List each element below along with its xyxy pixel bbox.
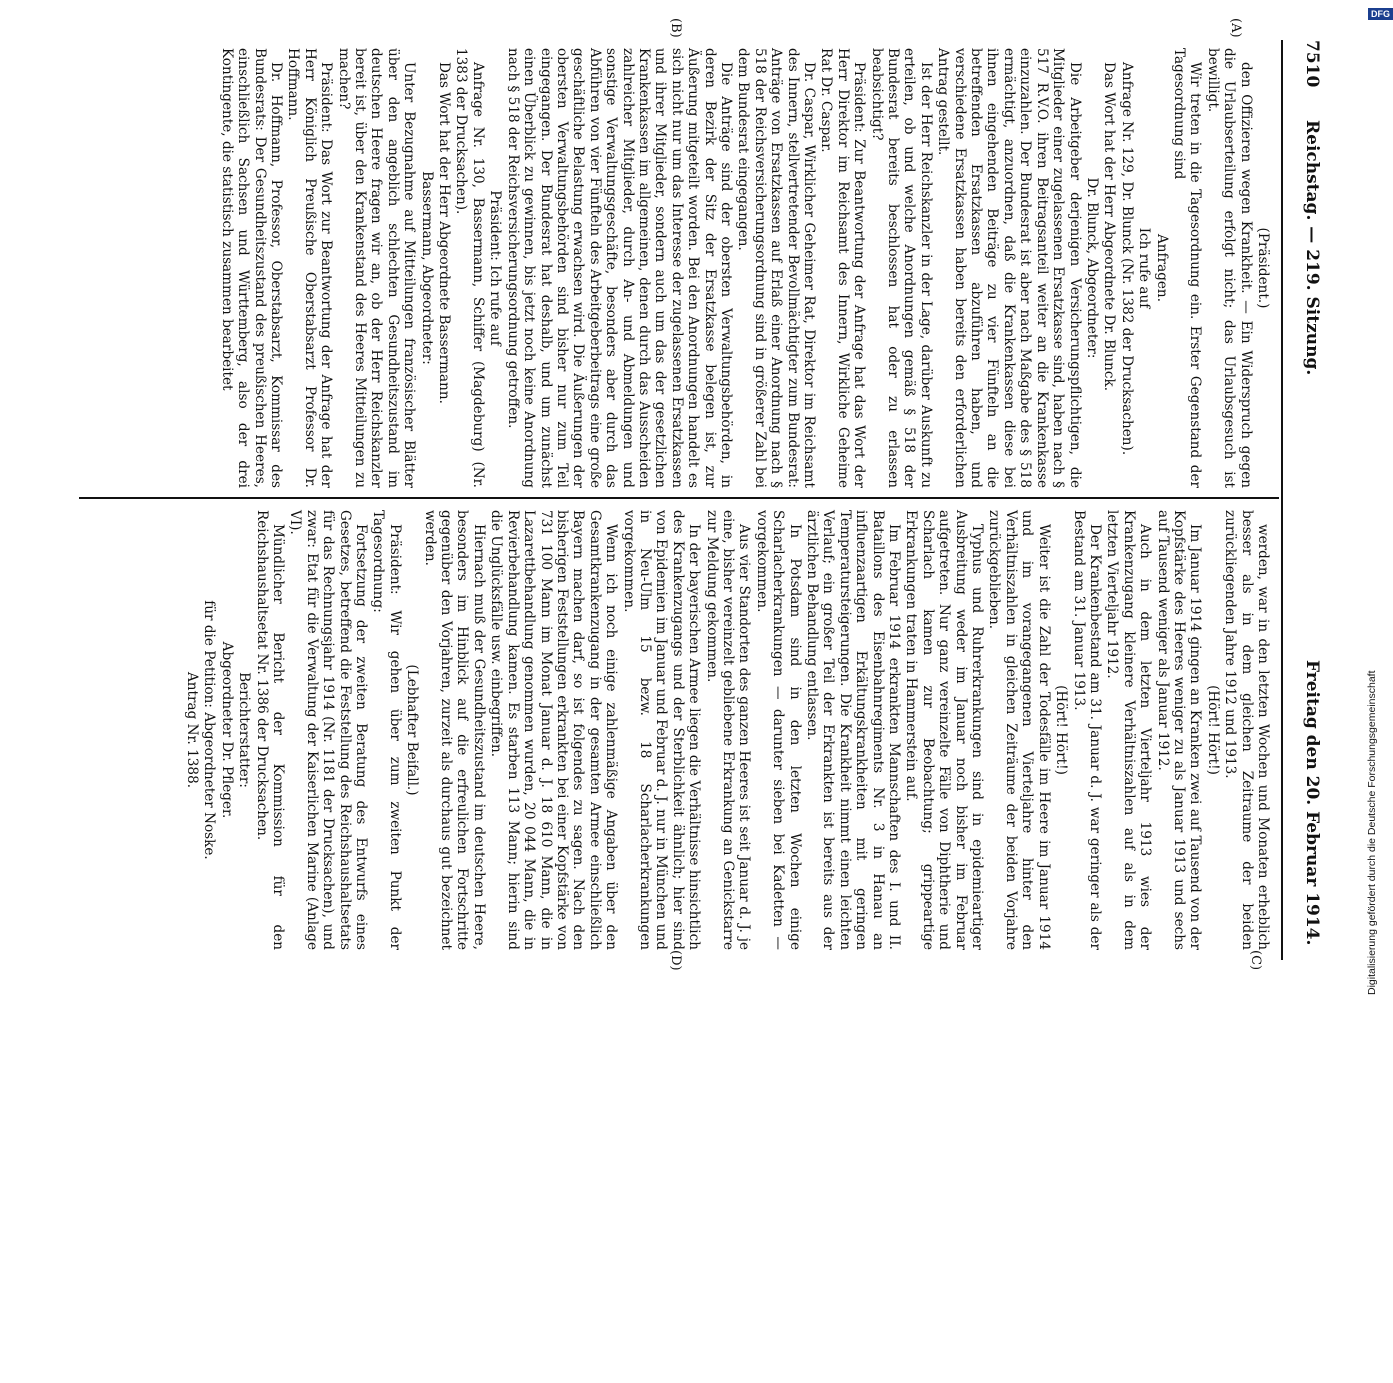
paragraph: Die Arbeitgeber derjenigen Versicherungspflichtigen, die Mitglieder einer zugelassenen Ersatzkasse sind, haben nach § 517 R.V.O. ihren Beitragsanteil weiter an die Krankenkasse einzuzahlen. Der Bundesrat ist aber nach Maßgabe des § 518 ermächtigt, anzuordnen, daß die Krankenkassen diese bei ihnen eingehenden Beiträge zu vier Fünfteln an die betreffenden Ersatzkassen abzuführen haben, und verschiedene Ersatzkassen haben bereits den erforderlichen Antrag gestellt. (935, 48, 1083, 488)
paragraph: In der bayerischen Armee liegen die Verhältnisse hinsichtlich des Krankenzugangs und der Sterblichkeit ähnlich; hier sind von Epidemien im Januar und Februar d. J. nur in München und in Neu-Ulm 15 bezw. 18 Scharlacherkrankungen vorgekommen. (620, 510, 703, 950)
paragraph: Ist der Herr Reichskanzler in der Lage, darüber Auskunft zu erteilen, ob und welche Anordnungen gemäß § 518 der Bundesrat bereits beschlossen hat oder zu erlassen beabsichtigt? (868, 48, 934, 488)
paragraph: Das Wort hat der Herr Abgeordnete Dr. Blunck. (1101, 62, 1118, 392)
paragraph: Wir treten in die Tagesordnung ein. Erster Gegenstand der Tagesordnung sind (1170, 48, 1204, 488)
paragraph: (Hört! Hört!) (1053, 685, 1070, 775)
paragraph: In Potsdam sind in den letzten Wochen einige Scharlacherkrankungen — darunter sieben bei Kadetten — vorgekommen. (753, 510, 803, 950)
column-divider (79, 497, 1279, 499)
paragraph: Hiernach muß der Gesundheitszustand im deutschen Heere, besonders im Hinblick auf die erfreulichen Fortschritte gegenüber den Vorjahren, zurzeit als durchaus gut bezeichnet werden. (421, 510, 487, 950)
right-text-column (183, 510, 1271, 950)
paragraph: Auch in dem letzten Vierteljahr 1913 wies der Krankenzugang kleinere Verhältniszahlen auf als in dem letzten Vierteljahr 1912. (1104, 510, 1154, 950)
margin-marker-a: (A) (1228, 18, 1243, 38)
paragraph: Dr. Blunck, Abgeordneter: (1083, 177, 1100, 359)
paragraph: Präsident: Zur Beantwortung der Anfrage hat das Wort der Herr Direktor im Reichsamt des Innern, Wirkliche Geheime Rat Dr. Caspar. (818, 48, 868, 488)
paragraph: Abgeordneter Dr. Pfleger. (218, 641, 235, 819)
header-rule (1281, 40, 1283, 960)
header-date: Freitag den 20. Februar 1914. (1302, 660, 1322, 946)
paragraph: Der Krankenbestand am 31. Januar d. J. war geringer als der Bestand am 31. Januar 1913. (1070, 510, 1103, 950)
paragraph: Anfrage Nr. 129, Dr. Blunck (Nr. 1382 der Drucksachen). (1118, 62, 1135, 456)
page-number: 7510 (1302, 40, 1322, 88)
margin-marker-c: (C) (1248, 950, 1263, 971)
paragraph: Fortsetzung der zweiten Beratung des Entwurfs eines Gesetzes, betreffend die Feststellung des Reichshaushaltsetats für das Rechnungsjahr 1914 (Nr. 1181 der Drucksachen), und zwar: Etat für die Verwaltung der Kaiserlichen Marine (Anlage VI). (287, 510, 370, 950)
header-body-title: Reichstag. — 219. Sitzung. (1302, 120, 1322, 376)
paragraph: Präsident: Das Wort zur Beantwortung der Anfrage hat der Herr Königlich Preußische Oberstabsarzt Professor Dr. Hoffmann. (285, 48, 335, 488)
digitization-note: Digitalisierung gefördert durch die Deutsche Forschungsgemeinschaft (1366, 670, 1378, 995)
dfg-logo: DFG (1368, 8, 1393, 20)
paragraph: Wenn ich noch einige zahlenmäßige Angaben über den Gesamtkrankenzugang in der gesamten Armee einschließlich Bayern machen darf, so ist folgendes zu sagen. Nach den bisherigen Feststellungen erkrankten bei einer Kopfstärke von 731 100 Mann im Monat Januar d. J. 18 610 Mann, die in Lazarettbehandlung genommen wurden, 20 044 Mann, die in Revierbehandlung kamen. Es starben 113 Mann; hierin sind die Unglücksfälle usw. einbegriffen. (488, 510, 620, 950)
paragraph: Präsident: Ich rufe auf (487, 190, 504, 346)
paragraph: den Offizieren wegen Krankheit. — Ein Widerspruch gegen die Urlaubserteilung erfolgt nicht; das Urlaubsgesuch ist bewilligt. (1204, 48, 1254, 488)
paragraph: werden, war in den letzten Wochen und Monaten erheblich besser als in dem gleichen Zeitraume der beiden zurückliegenden Jahre 1912 und 1913. (1222, 510, 1271, 950)
paragraph: Die Anträge sind der obersten Verwaltungsbehörden, in deren Bezirk der Sitz der Ersatzkasse belegen ist, zur Äußerung mitgeteilt worden. Bei den Anordnungen handelt es sich nicht nur um das Interesse der zugelassenen Ersatzkassen und ihrer Mitglieder, sondern auch um das der gesetzlichen Krankenkassen im allgemeinen, denen durch das Ausscheiden zahlreicher Mitglieder, durch An- und Abmeldungen und sonstige Verwaltungsgeschäfte, besonders aber durch das Abführen von vier Fünfteln des Arbeitgeberbeitrags eine große geschäftliche Belastung erwachsen wird. Die Äußerungen der obersten Verwaltungsbehörden sind bisher nur zum Teil eingegangen. Der Bundesrat hat deshalb, und um zunächst einen Überblick zu gewinnen, bis jetzt noch keine Anordnung nach § 518 der Reichsversicherungsordnung getroffen. (504, 48, 734, 488)
paragraph: (Lebhafter Beifall.) (404, 664, 421, 796)
paragraph: Antrag Nr. 1388. (184, 671, 200, 789)
paragraph: Typhus und Ruhrerkrankungen sind in epidemieartiger Ausbreitung weder im Januar noch bisher im Februar aufgetreten. Nur ganz vereinzelte Fälle von Diphtherie und Scharlach kamen zur Beobachtung; grippeartige Erkrankungen traten in Hammerstein auf. (903, 510, 986, 950)
margin-marker-d: (D) (668, 950, 683, 971)
paragraph: Im Februar 1914 erkrankten Mannschaften des I. und II. Bataillons des Eisenbahnregiments Nr. 3 in Hanau an influenzaartigen Erkältungskrankheiten mit geringen Temperatursteigerungen. Die Krankheit nimmt einen leichten Verlauf; ein großer Teil der Erkrankten ist bereits aus der ärztlichen Behandlung entlassen. (804, 510, 903, 950)
paragraph: Berichterstatter: (236, 672, 253, 788)
margin-marker-b: (B) (668, 18, 683, 38)
left-text-column (217, 48, 1271, 488)
page-header (1292, 40, 1328, 946)
paragraph: für die Petition: Abgeordneter Noske. (201, 600, 218, 860)
paragraph: Im Januar 1914 gingen an Kranken zwei auf Tausend von der Kopfstärke des Heeres weniger zu als Januar 1913 und sechs auf Tausend weniger als Januar 1912. (1154, 510, 1204, 950)
paragraph: Dr. Hoffmann, Professor, Oberstabsarzt, Kommissar des Bundesrats: Der Gesundheitszustand des preußischen Heeres, einschließlich Sachsen und Württemberg, also der drei Kontingente, die statistisch zusammen bearbeitet (218, 48, 285, 488)
paragraph: Bassermann, Abgeordneter: (418, 171, 435, 365)
paragraph: Mündlicher Bericht der Kommission für den Reichshaushaltsetat Nr. 1386 der Drucksachen. (253, 510, 287, 950)
paragraph: Unter Bezugnahme auf Mitteilungen französischer Blätter über den angeblich schlechten Gesundheitszustand im deutschen Heere fragen wir an, ob der Herr Reichskanzler bereit ist, über den Krankenstand des Heeres Mitteilungen zu machen? (335, 48, 418, 488)
paragraph: Anfrage Nr. 130, Bassermann, Schiffer (Magdeburg) (Nr. 1383 der Drucksachen). (453, 48, 486, 488)
paragraph: (Präsident.) (1255, 227, 1271, 309)
paragraph: Ich rufe auf (1136, 227, 1153, 309)
paragraph: Präsident: Wir gehen über zum zweiten Punkt der Tagesordnung: (370, 510, 403, 950)
paragraph: Aus vier Standorten des ganzen Heeres ist seit Januar d. J. je eine, bisher vereinzelt gebliebene Erkrankung an Genickstarre zur Meldung gekommen. (703, 510, 753, 950)
paragraph: Dr. Caspar, Wirklicher Geheimer Rat, Direktor im Reichsamt des Innern, stellvertretender Bevollmächtigter zum Bundesrat: Anträge von Ersatzkassen auf Erlaß einer Anordnung nach § 518 der Reichsversicherungsordnung sind in größerer Zahl bei dem Bundesrat eingegangen. (735, 48, 818, 488)
paragraph: Das Wort hat der Herr Abgeordnete Bassermann. (436, 62, 453, 404)
paragraph: (Hört! Hört!) (1204, 685, 1221, 775)
paragraph: Weiter ist die Zahl der Todesfälle im Heere im Januar 1914 und im vorangegangenen Vierteljahre hinter den Verhältniszahlen in gleichen Zeiträume der beiden Vorjahre zurückgeblieben. (986, 510, 1052, 950)
paragraph: Anfragen. (1153, 233, 1170, 303)
